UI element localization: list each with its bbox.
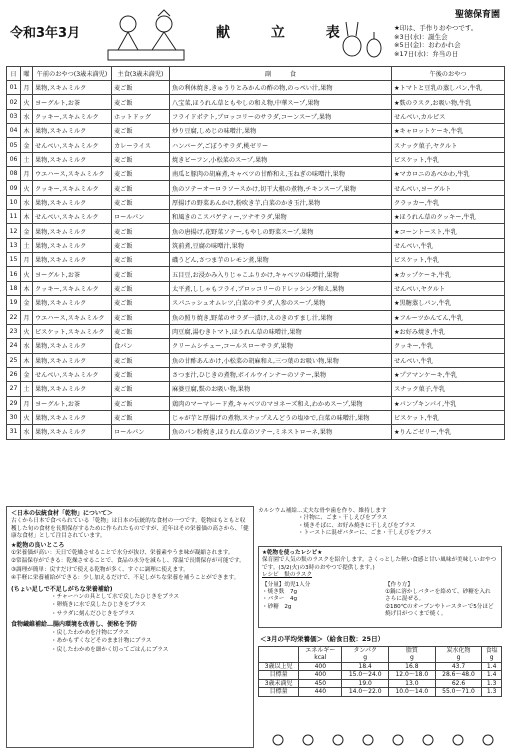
recipe-intro: 保育園で人気の麩のラスクを紹介します。さくっとした軽い食感と甘い風味が美味しいおやつです。(3/2(火)の3時のおやつで提供します。) bbox=[262, 557, 497, 571]
good-points-heading: ★乾物の良いところ bbox=[11, 541, 65, 549]
step: ②180℃のオーブンやトースターで5分ほど bbox=[385, 603, 494, 610]
afternoon-snack-cell: クラッカー,牛乳 bbox=[392, 195, 505, 209]
day-cell: 29 bbox=[7, 396, 21, 410]
staple-cell: 麦ご飯 bbox=[112, 410, 170, 424]
nutrition-cell: 14.0〜22.0 bbox=[342, 688, 389, 697]
day-cell: 09 bbox=[7, 181, 21, 195]
morning-snack-cell: せんべい,スキムミルク bbox=[33, 210, 112, 224]
good-point: ②常温保存ができる：乾燥させることで、食品の水分を減らし、常温で長期保存が可能です。 bbox=[11, 558, 245, 565]
nutrition-cell: 440 bbox=[299, 688, 342, 697]
nutrition-cell: 12.0〜18.0 bbox=[389, 671, 436, 680]
nut-header: 炭水化物 g bbox=[435, 647, 482, 663]
side-dish-cell: 肉豆腐,湯むきトマト,ほうれん草の味噌汁,果物 bbox=[170, 324, 392, 338]
ingredient: ・砂糖 2g bbox=[262, 603, 292, 610]
staple-cell: 麦ご飯 bbox=[112, 167, 170, 181]
afternoon-snack-cell: ★プアマンケーキ,牛乳 bbox=[392, 367, 505, 381]
nutrition-cell: 43.7 bbox=[435, 662, 482, 671]
menu-table bbox=[6, 66, 505, 440]
side-dish-cell: さつま汁,ひじきの煮物,ボイルウインナーのソテー,果物 bbox=[170, 367, 392, 381]
side-dish-cell: 五目豆,お浸かみ入りじゃこふりかけ,キャベツの味噌汁,果物 bbox=[170, 267, 392, 281]
staple-cell: 麦ご飯 bbox=[112, 152, 170, 166]
afternoon-snack-cell: せんべい,牛乳 bbox=[392, 238, 505, 252]
afternoon-snack-cell: せんべい,ヤクルト bbox=[392, 281, 505, 295]
nutrition-row bbox=[259, 671, 502, 680]
day-cell: 08 bbox=[7, 167, 21, 181]
weekday-cell: 木 bbox=[21, 124, 33, 138]
nutrition-cell: 400 bbox=[299, 662, 342, 671]
nutrition-cell: 55.0〜71.0 bbox=[435, 688, 482, 697]
step: 焼げ目がつくまで焼く。 bbox=[385, 611, 447, 618]
side-dish-cell: 焼きビーフン,小松菜のスープ,果物 bbox=[170, 152, 392, 166]
weekday-cell: 木 bbox=[21, 281, 33, 295]
day-cell: 13 bbox=[7, 238, 21, 252]
menu-row bbox=[7, 109, 505, 123]
nutrition-cell: 13.0 bbox=[389, 679, 436, 688]
staple-cell: 麦ご飯 bbox=[112, 296, 170, 310]
weekday-cell: 金 bbox=[21, 367, 33, 381]
staple-cell: 麦ご飯 bbox=[112, 353, 170, 367]
day-cell: 31 bbox=[7, 425, 21, 439]
nutrition-cell: 1.3 bbox=[482, 688, 502, 697]
recipe-and-nutrition bbox=[258, 506, 504, 748]
staple-cell: 麦ご飯 bbox=[112, 281, 170, 295]
morning-snack-cell: 果物,スキムミルク bbox=[33, 238, 112, 252]
staple-cell: 麦ご飯 bbox=[112, 267, 170, 281]
note-line: ★印は、手作りおやつです。 bbox=[394, 24, 478, 32]
weekday-cell: 金 bbox=[21, 138, 33, 152]
morning-snack-cell: 果物,スキムミルク bbox=[33, 152, 112, 166]
weekday-cell: 木 bbox=[21, 210, 33, 224]
info-heading: ＜日本の伝統食材「乾物」について＞ bbox=[11, 510, 113, 517]
ingredient: ・焼き麩 7g bbox=[262, 589, 298, 596]
afternoon-snack-cell: ★りんごゼリー,牛乳 bbox=[392, 425, 505, 439]
side-dish-cell: 炒り豆腐,しめじの味噌汁,果物 bbox=[170, 124, 392, 138]
col-morning-snack: 午前のおやつ(3歳未満児) bbox=[33, 67, 112, 81]
day-cell: 25 bbox=[7, 353, 21, 367]
nutrition-cell: 62.6 bbox=[435, 679, 482, 688]
menu-row bbox=[7, 310, 505, 324]
side-dish-cell: ハンバーグ,ごぼうサラダ,桃ゼリー bbox=[170, 138, 392, 152]
afternoon-snack-cell: ビスケット,牛乳 bbox=[392, 410, 505, 424]
menu-row bbox=[7, 396, 505, 410]
morning-snack-cell: 果物,スキムミルク bbox=[33, 410, 112, 424]
afternoon-snack-cell: ★ほうれん草のクッキー,牛乳 bbox=[392, 210, 505, 224]
day-cell: 24 bbox=[7, 339, 21, 353]
note-line: ※17日(水)：弁当の日 bbox=[394, 49, 459, 58]
menu-row bbox=[7, 353, 505, 367]
bunny-lantern-illustration bbox=[336, 16, 386, 64]
nutrition-cell: 1.4 bbox=[482, 662, 502, 671]
weekday-cell: 月 bbox=[21, 167, 33, 181]
afternoon-snack-cell: ★黒糖蒸しパン,牛乳 bbox=[392, 296, 505, 310]
afternoon-snack-cell: ★麩のラスク,お吸い物,牛乳 bbox=[392, 95, 505, 109]
morning-snack-cell: 果物,スキムミルク bbox=[33, 339, 112, 353]
day-cell: 15 bbox=[7, 253, 21, 267]
weekday-cell: 金 bbox=[21, 224, 33, 238]
staple-cell: 麦ご飯 bbox=[112, 195, 170, 209]
side-dish-cell: 筑前煮,豆腐の味噌汁,果物 bbox=[170, 238, 392, 252]
nutrition-cell: 16.8 bbox=[389, 662, 436, 671]
nut-header: 食塩 g bbox=[482, 647, 502, 663]
hina-doll-illustration bbox=[106, 6, 186, 64]
menu-row bbox=[7, 324, 505, 338]
day-cell: 04 bbox=[7, 124, 21, 138]
afternoon-snack-cell: スナック菓子,牛乳 bbox=[392, 382, 505, 396]
calcium-text: カルシウム補給…丈夫な骨や歯を作り、維持します bbox=[258, 508, 387, 514]
side-dish-cell: 和風きのこスパゲティー,ツナサラダ,果物 bbox=[170, 210, 392, 224]
side-dish-cell: 南瓜と豚肉の胡麻煮,キャベツの甘酢和え,玉ねぎの味噌汁,果物 bbox=[170, 167, 392, 181]
side-dish-cell: 八宝菜,ほうれん草ともやしの和え物,中華スープ,果物 bbox=[170, 95, 392, 109]
staple-cell: 麦ご飯 bbox=[112, 238, 170, 252]
tip2-line: ・戻したわかめを汁物にプラス bbox=[51, 629, 130, 636]
morning-snack-cell: せんべい,スキムミルク bbox=[33, 138, 112, 152]
steps-label: 【作り方】 bbox=[385, 581, 413, 588]
afternoon-snack-cell: せんべい,ヨーグルト bbox=[392, 181, 505, 195]
weekday-cell: 月 bbox=[21, 396, 33, 410]
nutrition-cell: 18.4 bbox=[342, 662, 389, 671]
menu-row bbox=[7, 95, 505, 109]
morning-snack-cell: ヨーグルト,お茶 bbox=[33, 267, 112, 281]
steps bbox=[385, 582, 498, 619]
nutrition-cell: 3歳以上児 bbox=[259, 662, 299, 671]
side-dish-cell: クリームシチュー,コールスローサラダ,果物 bbox=[170, 339, 392, 353]
day-cell: 02 bbox=[7, 95, 21, 109]
day-cell: 03 bbox=[7, 109, 21, 123]
morning-snack-cell: 果物,スキムミルク bbox=[33, 81, 112, 95]
calcium-item: ・汁物に、ごま・干しえびをプラス bbox=[298, 515, 388, 522]
recipe-box bbox=[258, 546, 502, 628]
side-dish-cell: 魚のパン粉焼き,ほうれん草のソテー,ミネストローネ,果物 bbox=[170, 425, 392, 439]
day-cell: 16 bbox=[7, 267, 21, 281]
tip-line: ・チャーハンの具として水で戻したひじきをプラス bbox=[51, 594, 180, 601]
nutrition-header-row bbox=[259, 647, 502, 663]
menu-row bbox=[7, 167, 505, 181]
tip-line: ・卵焼きに水で戻したひじきをプラス bbox=[51, 602, 146, 609]
menu-row bbox=[7, 382, 505, 396]
weekday-cell: 火 bbox=[21, 181, 33, 195]
nutrition-cell: 1.4 bbox=[482, 671, 502, 680]
menu-row bbox=[7, 367, 505, 381]
side-dish-cell: 鶏肉のマーマレード煮,キャベツのマヨネーズ和え,わかめスープ,果物 bbox=[170, 396, 392, 410]
day-cell: 10 bbox=[7, 195, 21, 209]
menu-row bbox=[7, 253, 505, 267]
day-cell: 22 bbox=[7, 310, 21, 324]
morning-snack-cell: 果物,スキムミルク bbox=[33, 253, 112, 267]
weekday-cell: 火 bbox=[21, 95, 33, 109]
side-dish-cell: じゃが芋と厚揚げの煮物,スナップえんどうの塩ゆで,白菜の味噌汁,果物 bbox=[170, 410, 392, 424]
morning-snack-cell: 果物,スキムミルク bbox=[33, 353, 112, 367]
tips-heading: (ちょい足しで不足しがちな栄養補給) bbox=[11, 585, 113, 593]
menu-row bbox=[7, 281, 505, 295]
menu-row bbox=[7, 81, 505, 95]
morning-snack-cell: クッキー,スキムミルク bbox=[33, 109, 112, 123]
morning-snack-cell: ヨーグルト,お茶 bbox=[33, 396, 112, 410]
staple-cell: 麦ご飯 bbox=[112, 382, 170, 396]
menu-row bbox=[7, 124, 505, 138]
day-cell: 23 bbox=[7, 324, 21, 338]
tip2-line: ・戻したわかめを細かく切ってごはんにプラス bbox=[51, 646, 169, 653]
morning-snack-cell: 果物,スキムミルク bbox=[33, 425, 112, 439]
col-weekday: 曜 bbox=[21, 67, 33, 81]
afternoon-snack-cell: せんべい,牛乳 bbox=[392, 353, 505, 367]
side-dish-cell: フライドポテト,ブロッコリーのサラダ,コーンスープ,果物 bbox=[170, 109, 392, 123]
calcium-item: ・焼きそばに、お好み焼きに干しえびをプラス bbox=[298, 522, 416, 529]
info-intro: 古くから日本で食べられている「乾物」は日本の伝統的な食材の一つです。乾物はもともと収穫した旬の食材を長期保存するために作られたものですが、近年はその栄養価の高さから、「健康な食材」として注目されています。 bbox=[11, 518, 249, 540]
weekday-cell: 水 bbox=[21, 109, 33, 123]
nutrition-cell: 400 bbox=[299, 671, 342, 680]
nut-header bbox=[259, 647, 299, 663]
staple-cell: 食パン bbox=[112, 339, 170, 353]
school-name: 聖徳保育園 bbox=[454, 10, 500, 20]
morning-snack-cell: クッキー,スキムミルク bbox=[33, 281, 112, 295]
side-dish-cell: スパニッシュオムレツ,白菜のサラダ,人参のスープ,果物 bbox=[170, 296, 392, 310]
col-staple: 主食(3歳未満児) bbox=[112, 67, 170, 81]
nutrition-cell: 目標量 bbox=[259, 671, 299, 680]
side-dish-cell: 厚揚げの野菜あんかけ,粉吹き芋,白菜のかき玉汁,果物 bbox=[170, 195, 392, 209]
staple-cell: ロールパン bbox=[112, 210, 170, 224]
nut-header: タンパク g bbox=[342, 647, 389, 663]
nutrition-cell: 450 bbox=[299, 679, 342, 688]
morning-snack-cell: ビスケット,スキムミルク bbox=[33, 324, 112, 338]
weekday-cell: 火 bbox=[21, 324, 33, 338]
afternoon-snack-cell: せんべい,カルピス bbox=[392, 109, 505, 123]
weekday-cell: 木 bbox=[21, 353, 33, 367]
morning-snack-cell: ヨーグルト,お茶 bbox=[33, 95, 112, 109]
staple-cell: 麦ご飯 bbox=[112, 81, 170, 95]
staple-cell: 麦ご飯 bbox=[112, 324, 170, 338]
animal-border-illustration bbox=[258, 732, 504, 746]
staple-cell: 麦ご飯 bbox=[112, 224, 170, 238]
ingredients-label: 【分量】幼児1人分 bbox=[262, 581, 311, 588]
nutrition-cell: 15.0〜24.0 bbox=[342, 671, 389, 680]
weekday-cell: 水 bbox=[21, 425, 33, 439]
morning-snack-cell: せんべい,スキムミルク bbox=[33, 367, 112, 381]
staple-cell: ロールパン bbox=[112, 425, 170, 439]
tip2-line: ・あかもずくなどそのまま汁物にプラス bbox=[51, 638, 152, 645]
weekday-cell: 土 bbox=[21, 238, 33, 252]
menu-row bbox=[7, 152, 505, 166]
ingredient: ・バター 4g bbox=[262, 596, 298, 603]
afternoon-snack-cell: ビスケット,牛乳 bbox=[392, 152, 505, 166]
header-notes bbox=[394, 24, 477, 58]
nutrition-cell: 目標量 bbox=[259, 688, 299, 697]
good-point: ①栄養価が高い：天日で乾燥させることで水分が抜け、栄養素やうま味が凝縮されます。 bbox=[11, 550, 234, 557]
morning-snack-cell: 果物,スキムミルク bbox=[33, 382, 112, 396]
nutrition-row bbox=[259, 688, 502, 697]
menu-row bbox=[7, 181, 505, 195]
menu-row bbox=[7, 138, 505, 152]
morning-snack-cell: 果物,スキムミルク bbox=[33, 124, 112, 138]
weekday-cell: 土 bbox=[21, 382, 33, 396]
side-dish-cell: 魚の甘酢あんかけ,小松菜の胡麻和え,三つ葉のお吸い物,果物 bbox=[170, 353, 392, 367]
menu-row bbox=[7, 224, 505, 238]
day-cell: 18 bbox=[7, 281, 21, 295]
weekday-cell: 月 bbox=[21, 253, 33, 267]
weekday-cell: 水 bbox=[21, 195, 33, 209]
nutrition-row bbox=[259, 679, 502, 688]
recipe-title: レシピ 麩のラスク bbox=[262, 572, 313, 579]
afternoon-snack-cell: ★カップケーキ,牛乳 bbox=[392, 267, 505, 281]
tip-line: ・サラダに刻んだひじきをプラス bbox=[51, 610, 135, 617]
day-cell: 26 bbox=[7, 367, 21, 381]
dried-food-info bbox=[6, 506, 254, 748]
day-cell: 30 bbox=[7, 410, 21, 424]
calcium-item: ・トーストに混ぜバターに、ごま・干しえびをプラス bbox=[298, 530, 432, 537]
nutrition-cell: 10.0〜14.0 bbox=[389, 688, 436, 697]
menu-row bbox=[7, 425, 505, 439]
nutrition-cell: 19.0 bbox=[342, 679, 389, 688]
note-line: ※5日(金)：おわかれ会 bbox=[394, 41, 461, 49]
weekday-cell: 金 bbox=[21, 296, 33, 310]
staple-cell: 麦ご飯 bbox=[112, 124, 170, 138]
col-side-dish: 副 食 bbox=[170, 67, 392, 81]
weekday-cell: 月 bbox=[21, 81, 33, 95]
nutrition-title: ＜3月の平均栄養価＞（給食日数：25日） bbox=[260, 635, 385, 643]
menu-row bbox=[7, 195, 505, 209]
day-cell: 06 bbox=[7, 152, 21, 166]
weekday-cell: 火 bbox=[21, 267, 33, 281]
side-dish-cell: 太平煮,ししゃもフライ,ブロッコリーのドレッシング和え,果物 bbox=[170, 281, 392, 295]
day-cell: 01 bbox=[7, 81, 21, 95]
afternoon-snack-cell: ★パンプキンパイ,牛乳 bbox=[392, 396, 505, 410]
afternoon-snack-cell: ★お好み焼き,牛乳 bbox=[392, 324, 505, 338]
nutrition-cell: 1.3 bbox=[482, 679, 502, 688]
nutrition-table bbox=[258, 646, 502, 697]
staple-cell: 麦ご飯 bbox=[112, 253, 170, 267]
morning-snack-cell: 果物,スキムミルク bbox=[33, 195, 112, 209]
month-title: 令和3年3月 bbox=[10, 26, 81, 41]
menu-row bbox=[7, 210, 505, 224]
morning-snack-cell: 果物,スキムミルク bbox=[33, 296, 112, 310]
nutrition-cell: 3歳未満児 bbox=[259, 679, 299, 688]
afternoon-snack-cell: クッキー,牛乳 bbox=[392, 339, 505, 353]
menu-header-row bbox=[7, 67, 505, 81]
menu-row bbox=[7, 296, 505, 310]
note-line: ※3日(水)：誕生会 bbox=[394, 32, 448, 41]
side-dish-cell: 魚の利休焼き,きゅうりとみかんの酢の物,のっぺい汁,果物 bbox=[170, 81, 392, 95]
weekday-cell: 土 bbox=[21, 152, 33, 166]
day-cell: 19 bbox=[7, 296, 21, 310]
staple-cell: 麦ご飯 bbox=[112, 396, 170, 410]
col-day: 日 bbox=[7, 67, 21, 81]
staple-cell: ホットドッグ bbox=[112, 109, 170, 123]
side-dish-cell: 魚の唐揚げ,花野菜ソテー,もやしの野菜スープ,果物 bbox=[170, 224, 392, 238]
day-cell: 12 bbox=[7, 224, 21, 238]
afternoon-snack-cell: ★マカロニのあべかわ,牛乳 bbox=[392, 167, 505, 181]
nutrition-cell: 28.6〜48.0 bbox=[435, 671, 482, 680]
day-cell: 05 bbox=[7, 138, 21, 152]
side-dish-cell: 麻婆豆腐,麩のお吸い物,果物 bbox=[170, 382, 392, 396]
menu-row bbox=[7, 238, 505, 252]
step: ①鍋に溶かしバターを絡めて、砂糖を入れ bbox=[385, 589, 491, 596]
staple-cell: 麦ご飯 bbox=[112, 310, 170, 324]
day-cell: 11 bbox=[7, 210, 21, 224]
side-dish-cell: 魚のソテーオーロラソースかけ,切干大根の煮物,チキンスープ,果物 bbox=[170, 181, 392, 195]
weekday-cell: 水 bbox=[21, 339, 33, 353]
weekday-cell: 月 bbox=[21, 310, 33, 324]
nut-header: 脂質 g bbox=[389, 647, 436, 663]
col-afternoon-snack: 午後のおやつ bbox=[392, 67, 505, 81]
afternoon-snack-cell: ★キャロットケーキ,牛乳 bbox=[392, 124, 505, 138]
staple-cell: 麦ご飯 bbox=[112, 95, 170, 109]
nutrition-row bbox=[259, 662, 502, 671]
good-point: ③調理が簡単：戻すだけで使える乾物が多く、すぐに調理に使えます。 bbox=[11, 566, 189, 573]
menu-row bbox=[7, 267, 505, 281]
staple-cell: 麦ご飯 bbox=[112, 367, 170, 381]
day-cell: 27 bbox=[7, 382, 21, 396]
afternoon-snack-cell: ★フルーツかんてん,牛乳 bbox=[392, 310, 505, 324]
recipe-heading: ★乾物を使ったレシピ★ bbox=[262, 550, 323, 556]
page-header bbox=[6, 4, 504, 66]
side-dish-cell: 魚の照り焼き,野菜のサラダ一漬け,えのきのすまし汁,果物 bbox=[170, 310, 392, 324]
staple-cell: 麦ご飯 bbox=[112, 181, 170, 195]
afternoon-snack-cell: スナック菓子,ヤクルト bbox=[392, 138, 505, 152]
morning-snack-cell: クッキー,スキムミルク bbox=[33, 181, 112, 195]
afternoon-snack-cell: ★トマトと豆乳の蒸しパン,牛乳 bbox=[392, 81, 505, 95]
staple-cell: カレーライス bbox=[112, 138, 170, 152]
good-point: ④手軽に栄養補給ができる：少し加えるだけで、不足しがちな栄養を補うことができます。 bbox=[11, 575, 240, 582]
tips2-heading: 食物繊維補給…腸内環境を改善し、便秘を予防 bbox=[11, 621, 138, 629]
calcium-info bbox=[258, 508, 432, 538]
ingredients bbox=[262, 582, 375, 619]
menu-title: 献 立 表 bbox=[216, 25, 358, 41]
menu-row bbox=[7, 410, 505, 424]
weekday-cell: 火 bbox=[21, 410, 33, 424]
menu-row bbox=[7, 339, 505, 353]
morning-snack-cell: ウエハース,スキムミルク bbox=[33, 167, 112, 181]
morning-snack-cell: ウエハース,スキムミルク bbox=[33, 310, 112, 324]
side-dish-cell: 磯うどん,さつま芋のレモン煮,果物 bbox=[170, 253, 392, 267]
nut-header: エネルギー kcal bbox=[299, 647, 342, 663]
step: さらに混ぜる。 bbox=[385, 596, 425, 603]
morning-snack-cell: 果物,スキムミルク bbox=[33, 224, 112, 238]
afternoon-snack-cell: ★コーントースト,牛乳 bbox=[392, 224, 505, 238]
afternoon-snack-cell: ビスケット,牛乳 bbox=[392, 253, 505, 267]
